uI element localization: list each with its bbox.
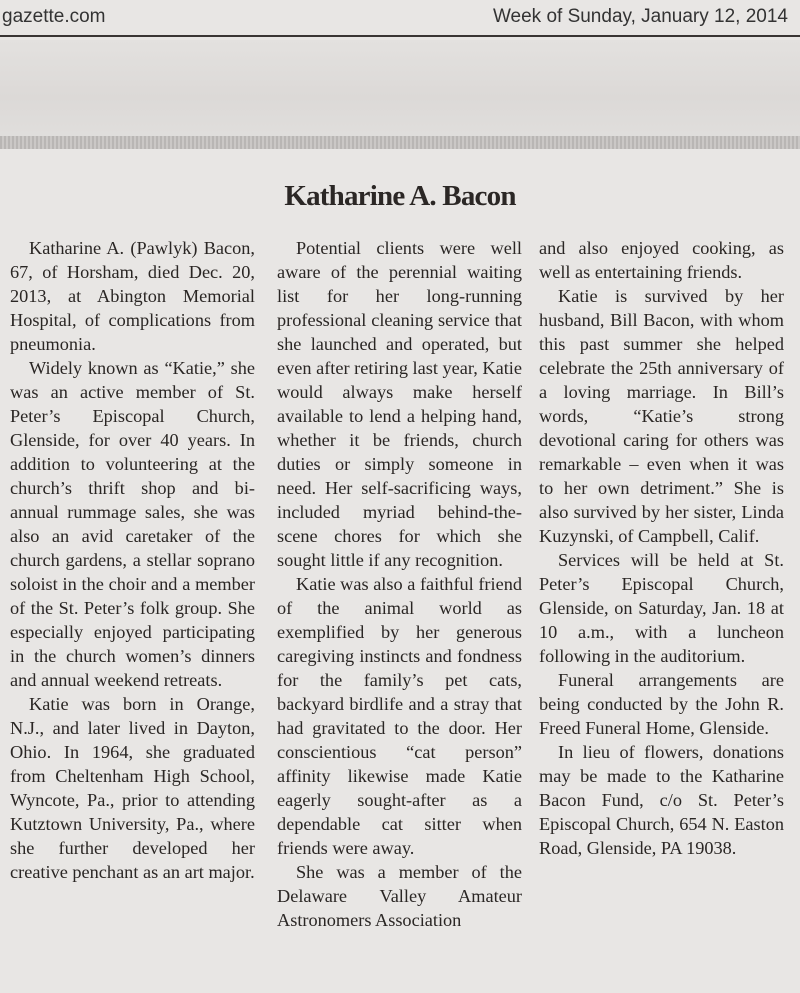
show-through-area — [0, 40, 800, 136]
issue-date: Week of Sunday, January 12, 2014 — [492, 6, 788, 27]
paragraph: Katie was born in Orange, N.J., and later lived in Dayton, Ohio. In 1964, she graduated from Cheltenham High School, Wyncote, Pa., prior to attending Kutztown University, Pa., where she further developed her creative penchant as an art major. — [10, 694, 255, 882]
text-column-3 — [539, 236, 784, 860]
header-rule — [0, 35, 800, 37]
halftone-band — [0, 136, 800, 149]
obituary-title: Katharine A. Bacon — [284, 180, 516, 212]
paragraph: Funeral arrangements are being conducted by the John R. Freed Funeral Home, Glenside. — [539, 670, 784, 738]
paragraph: and also enjoyed cooking, as well as entertaining friends. — [539, 238, 784, 282]
paragraph: Katie is survived by her husband, Bill Bacon, with whom this past summer she helped celebrate the 25th anniversary of a loving marriage. In Bill’s words, “Katie’s strong devotional caring for others was remarkable – even when it was to her own detriment.” She is also survived by her sister, Linda Kuzynski, of Campbell, Calif. — [539, 286, 784, 546]
text-column-2 — [277, 236, 522, 932]
paragraph: In lieu of flowers, donations may be made to the Katharine Bacon Fund, c/o St. Peter’s Episcopal Church, 654 N. Easton Road, Glenside, PA 19038. — [539, 742, 784, 858]
page-header — [0, 0, 800, 36]
site-name: gazette.com — [2, 6, 106, 27]
paragraph: Widely known as “Katie,” she was an active member of St. Peter’s Episcopal Church, Glenside, for over 40 years. In addition to volunteering at the church’s thrift shop and bi-annual rummage sales, she was also an avid caretaker of the church gardens, a stellar soprano soloist in the choir and a member of the St. Peter’s folk group. She especially enjoyed participating in the church women’s dinners and annual weekend retreats. — [10, 358, 255, 690]
paragraph: Katharine A. (Pawlyk) Bacon, 67, of Horsham, died Dec. 20, 2013, at Abington Memorial Hospital, of complications from pneumonia. — [10, 238, 255, 354]
paragraph: Katie was also a faithful friend of the animal world as exemplified by her generous caregiving instincts and fondness for the family’s pet cats, backyard birdlife and a stray that had gravitated to the door. Her conscientious “cat person” affinity likewise made Katie eagerly sought-after as a dependable cat sitter when friends were away. — [277, 574, 522, 858]
paragraph: Services will be held at St. Peter’s Episcopal Church, Glenside, on Saturday, Jan. 18 at 10 a.m., with a luncheon following in the auditorium. — [539, 550, 784, 666]
paragraph: Potential clients were well aware of the perennial waiting list for her long-running professional cleaning service that she launched and operated, but even after retiring last year, Katie would always make herself available to lend a helping hand, whether it be friends, church duties or simply someone in need. Her self-sacrificing ways, included myriad behind-the-scene chores for which she sought little if any recognition. — [277, 238, 522, 570]
text-column-1 — [10, 236, 255, 884]
paragraph: She was a member of the Delaware Valley Amateur Astronomers Association — [277, 862, 522, 930]
